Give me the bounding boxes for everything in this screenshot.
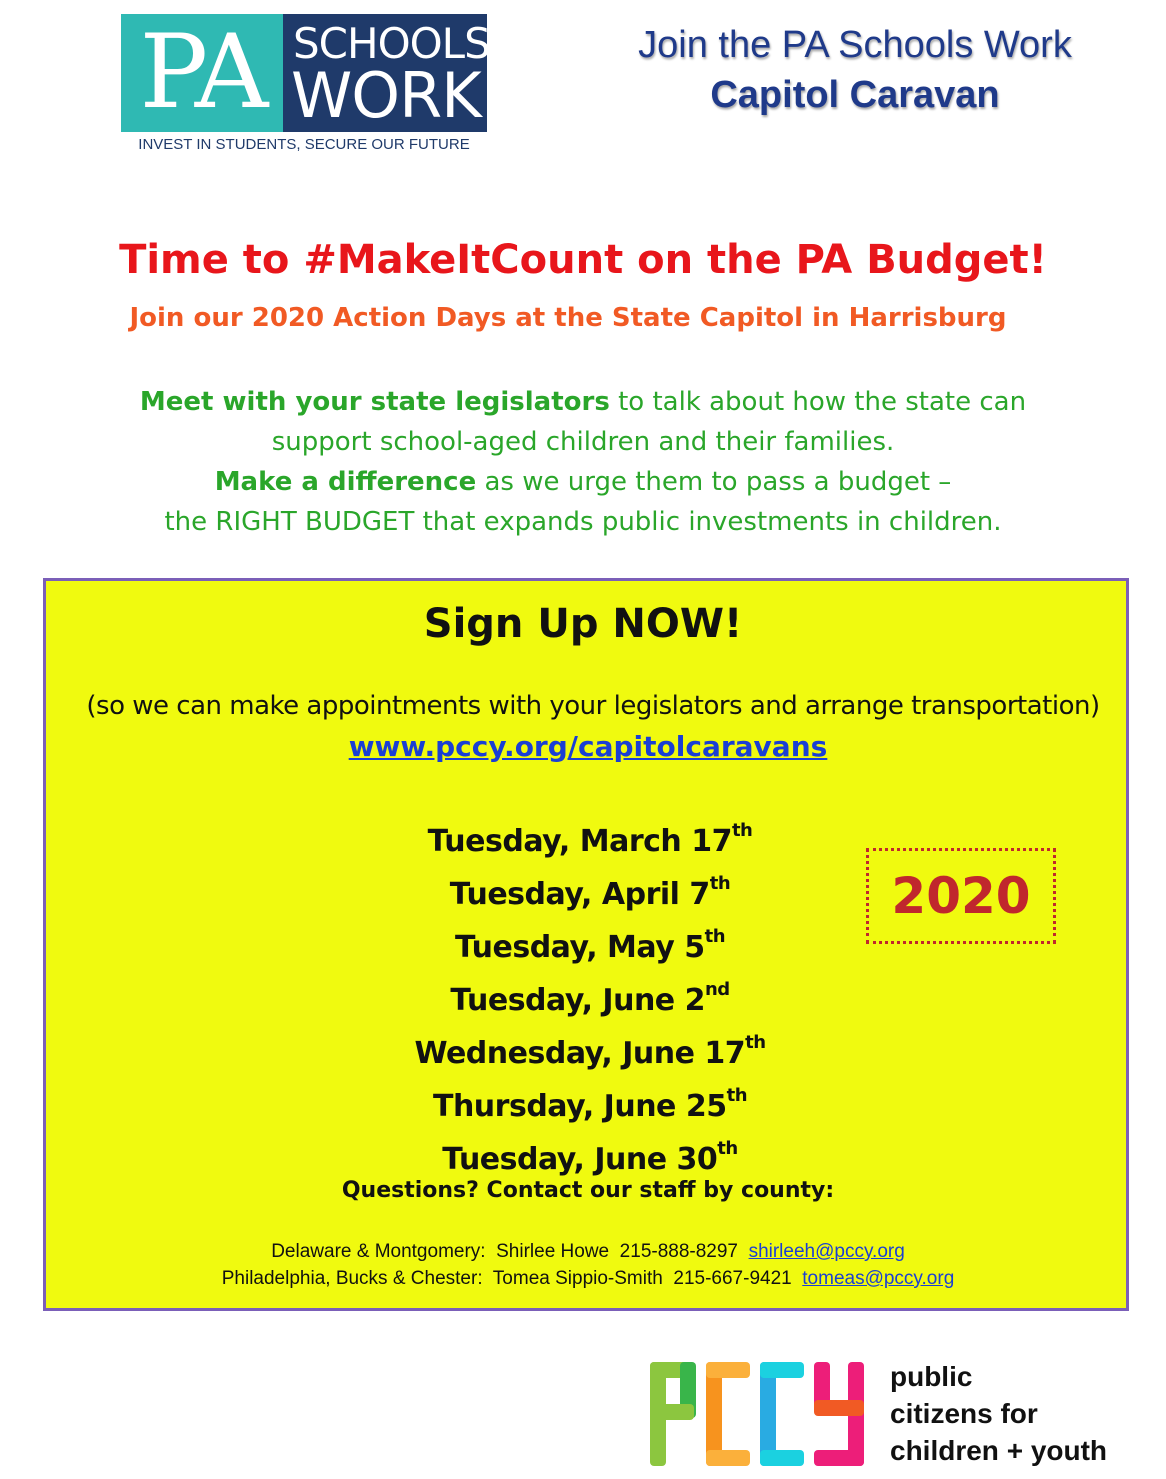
date-item: Tuesday, March 17th <box>427 820 753 859</box>
pccy-logo-text <box>890 1358 1150 1469</box>
date-item: Tuesday, June 2nd <box>450 979 730 1018</box>
logo-pa-mark: PA <box>121 14 283 132</box>
pa-schools-work-logo <box>121 13 490 132</box>
logo-schools-text: SCHOOLS <box>293 19 490 68</box>
page-headline: Time to #MakeItCount on the PA Budget! <box>119 237 1047 283</box>
logo-work-text: WORK <box>291 59 481 132</box>
contact-email-link[interactable]: shirleeh@pccy.org <box>748 1241 905 1262</box>
contact-row <box>0 1239 1166 1265</box>
signup-link-wrapper <box>0 728 1166 766</box>
header-line-1: Join the PA Schools Work <box>638 24 1072 66</box>
date-item: Tuesday, April 7th <box>449 873 731 912</box>
pccy-logo-mark <box>648 1358 868 1470</box>
signup-note: (so we can make appointments with your legislators and arrange transportation) <box>86 691 1100 721</box>
date-item: Tuesday, May 5th <box>454 926 726 965</box>
date-item: Tuesday, June 30th <box>442 1138 738 1177</box>
logo-schools-work-mark <box>283 14 490 132</box>
header-title <box>560 20 1150 120</box>
date-item: Wednesday, June 17th <box>414 1032 766 1071</box>
contact-info: Delaware & Montgomery: Shirlee Howe 215-888-8297 <box>271 1241 749 1262</box>
pccy-line-3: children + youth <box>890 1435 1108 1466</box>
date-item: Thursday, June 25th <box>432 1085 748 1124</box>
page-subheadline: Join our 2020 Action Days at the State Capitol in Harrisburg <box>129 303 1007 333</box>
header-line-2: Capitol Caravan <box>710 74 1000 116</box>
contact-email-link[interactable]: tomeas@pccy.org <box>802 1268 955 1289</box>
year-badge: 2020 <box>866 848 1056 944</box>
signup-title: Sign Up NOW! <box>423 601 743 647</box>
signup-link[interactable]: www.pccy.org/capitolcaravans <box>348 730 828 763</box>
intro-line-3 <box>0 462 1166 502</box>
pccy-line-1: public <box>890 1361 973 1392</box>
intro-line-4: the RIGHT BUDGET that expands public investments in children. <box>164 507 1002 537</box>
intro-bold-1: Meet with your state legislators <box>139 387 610 417</box>
intro-text <box>0 382 1166 542</box>
contact-info: Philadelphia, Bucks & Chester: Tomea Sippio-Smith 215-667-9421 <box>221 1268 803 1289</box>
pccy-line-2: citizens for <box>890 1398 1038 1429</box>
contact-row <box>0 1266 1166 1292</box>
intro-rest-3: as we urge them to pass a budget – <box>476 467 952 497</box>
intro-line-2: support school-aged children and their families. <box>271 427 895 457</box>
intro-line-1 <box>0 382 1166 422</box>
logo-tagline: INVEST IN STUDENTS, SECURE OUR FUTURE <box>138 136 470 153</box>
intro-rest-1: to talk about how the state can <box>609 387 1027 417</box>
action-dates-list <box>380 812 800 1183</box>
questions-heading: Questions? Contact our staff by county: <box>341 1178 835 1203</box>
intro-bold-3: Make a difference <box>214 467 477 497</box>
